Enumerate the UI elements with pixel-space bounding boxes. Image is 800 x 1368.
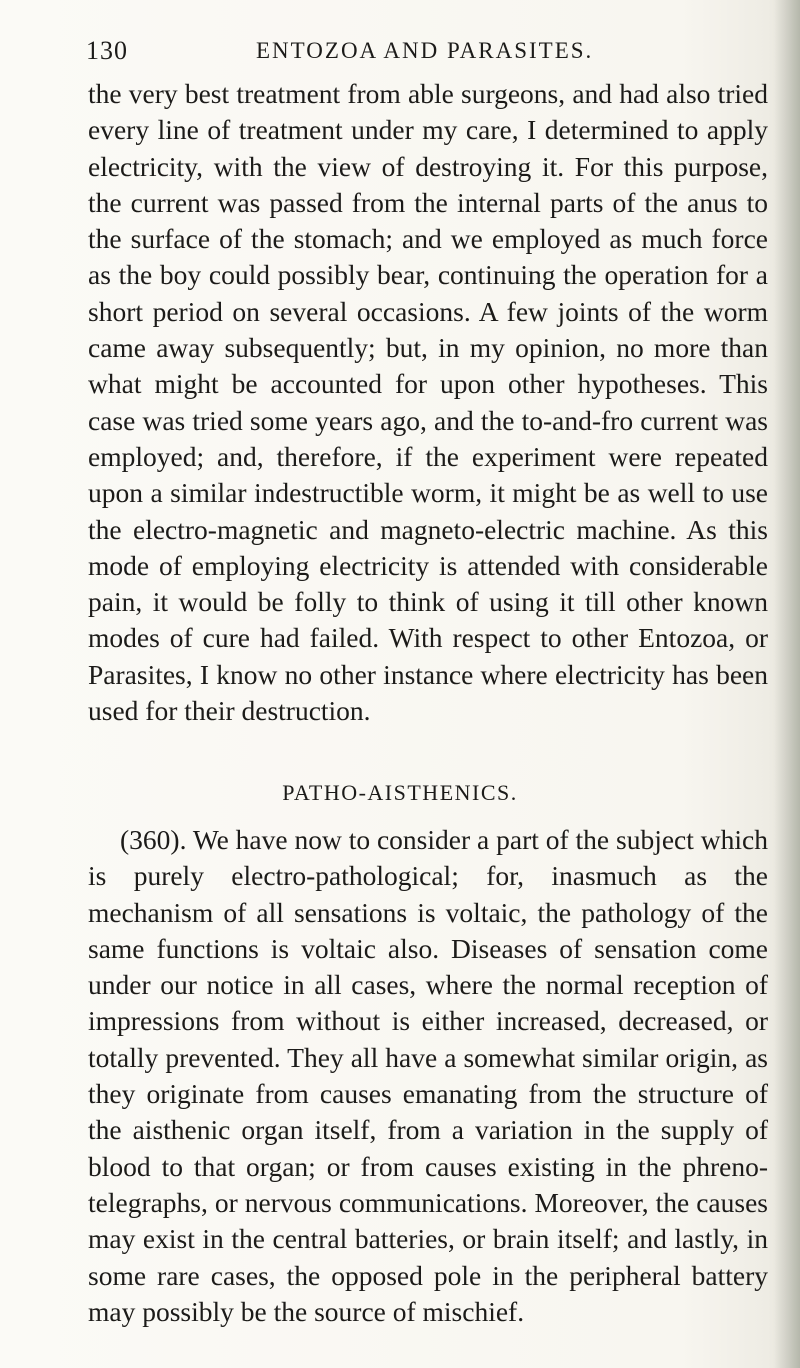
running-head: [86, 36, 742, 76]
page-number: 130: [86, 36, 128, 65]
section-heading: PATHO-AISTHENICS.: [282, 780, 518, 805]
body-paragraph-1: the very best treatment from able surgeons, and had also tried every line of treatment under my care, I determined to apply electricity, with the view of destroying it. For this purpose, the current was passed from the internal parts of the anus to the surface of the stomach; and we employed as much force as the boy could possibly bear, continuing the operation for a short period on several occasions. A few joints of the worm came away subsequently; but, in my opinion, no more than what might be accounted for upon other hypotheses. This case was tried some years ago, and the to-and-fro current was employed; and, therefore, if the experiment were repeated upon a similar indestructible worm, it might be as well to use the electro-magnetic and magneto-electric machine. As this mode of employing electricity is attended with considerable pain, it would be folly to think of using it till other known modes of cure had failed. With respect to other Entozoa, or Parasites, I know no other instance where electricity has been used for their destruction.: [88, 78, 768, 727]
running-title: ENTOZOA AND PARASITES.: [256, 38, 594, 63]
page-edge-shadow: [774, 0, 800, 1368]
body-paragraph-2: (360). We have now to consider a part of the subject which is purely electro-pathological; for, inasmuch as the mechanism of all sensations is voltaic, the pathology of the same functions is voltaic also. Diseases of sensation come under our notice in all cases, where the normal reception of impressions from without is either increased, decreased, or totally prevented. They all have a somewhat similar origin, as they originate from causes emanating from the structure of the aisthenic organ itself, from a variation in the supply of blood to that organ; or from causes existing in the phreno-telegraphs, or nervous communications. Moreover, the causes may exist in the central batteries, or brain itself; and lastly, in some rare cases, the opposed pole in the peripheral battery may possibly be the source of mischief.: [88, 824, 768, 1327]
